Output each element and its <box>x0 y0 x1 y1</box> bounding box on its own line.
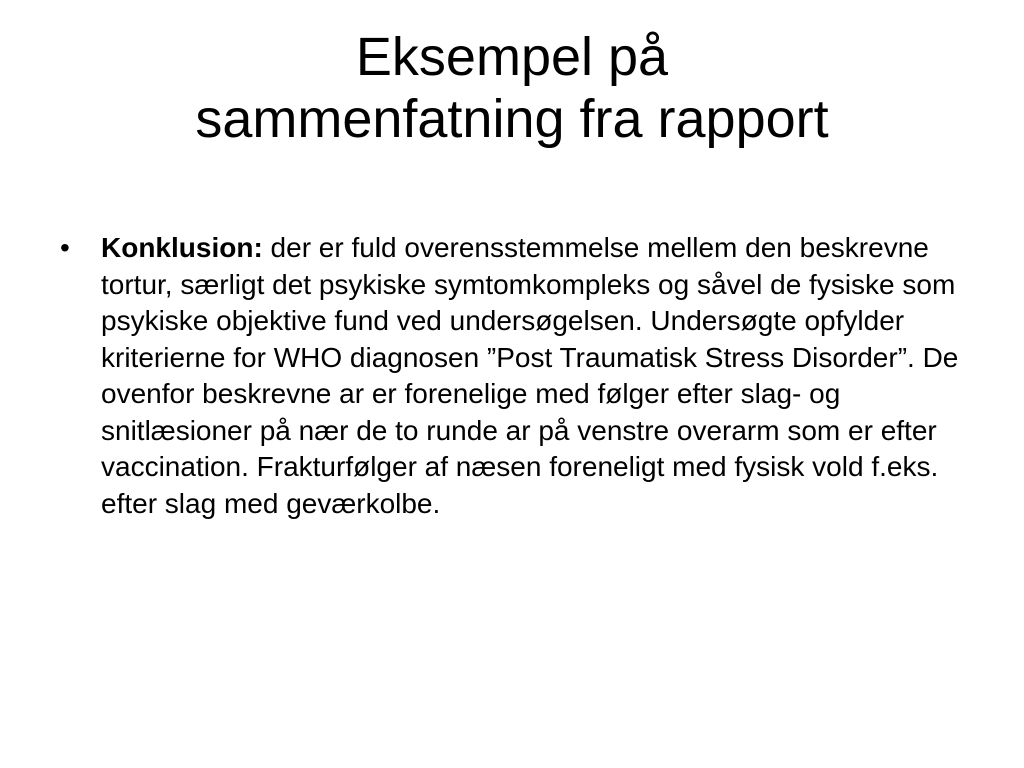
bullet-label: Konklusion: <box>101 232 263 263</box>
slide-title <box>0 26 1024 150</box>
bullet-list <box>60 230 970 522</box>
bullet-text: der er fuld overensstemmelse mellem den beskrevne tortur, særligt det psykiske symtomkompleks og såvel de fysiske som psykiske objektive fund ved undersøgelsen. Undersøgte opfylder kriterierne for WHO diagnosen ”Post Traumatisk Stress Disorder”. De ovenfor beskrevne ar er forenelige med følger efter slag- og snitlæsioner på nær de to runde ar på venstre overarm som er efter vaccination. Frakturfølger af næsen foreneligt med fysisk vold f.eks. efter slag med geværkolbe. <box>101 232 959 519</box>
slide-title-line-1: Eksempel på <box>355 27 669 87</box>
bullet-item-conclusion <box>60 230 970 522</box>
bullet-marker: • <box>60 232 70 263</box>
slide-title-line-2: sammenfatning fra rapport <box>195 89 829 149</box>
